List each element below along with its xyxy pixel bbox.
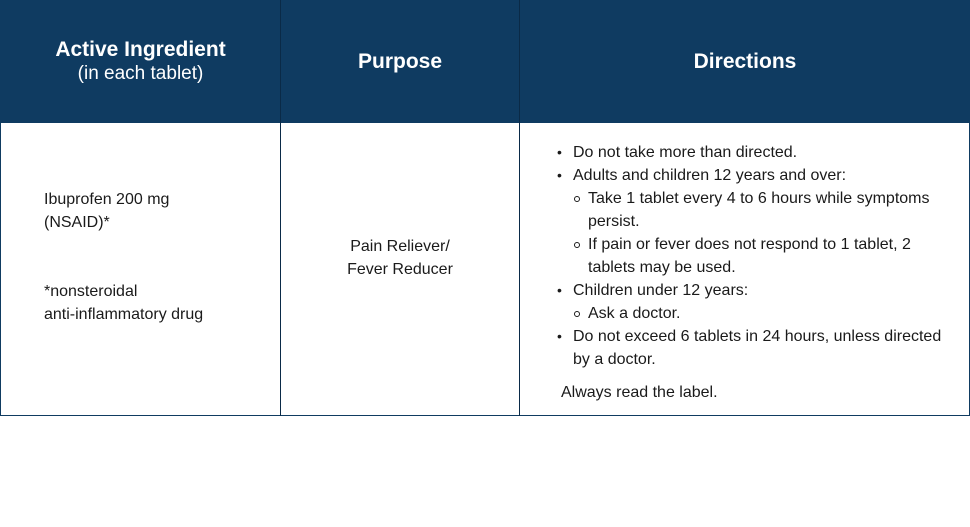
list-item: • Children under 12 years: Ask a doctor. (556, 279, 961, 325)
purpose-heading: Purpose (357, 49, 443, 73)
list-item: • Adults and children 12 years and over: Take 1 tablet every 4 to 6 hours while symptoms persist. If pain or fever does not respond to 1 tablet, 2 tablets may be used. (556, 164, 961, 279)
sub-list-item: Take 1 tablet every 4 to 6 hours while symptoms persist. (573, 187, 961, 233)
purpose-cell (281, 235, 519, 527)
table-header (1, 0, 970, 123)
label-note: Always read the label. (561, 384, 718, 401)
column-divider (519, 0, 520, 416)
directions-cell (556, 141, 961, 433)
ingredient-footnote: anti-inflammatory drug (44, 306, 204, 323)
purpose-text: Fever Reducer (347, 261, 453, 278)
directions-heading: Directions (693, 49, 797, 73)
directions-list (556, 141, 961, 371)
list-item: • Do not exceed 6 tablets in 24 hours, unless directed by a doctor. (556, 325, 961, 371)
active-ingredient-subheading: (in each tablet) (77, 63, 204, 84)
sub-list (573, 187, 961, 279)
purpose-text: Pain Reliever/ (350, 238, 450, 255)
header-purpose (281, 0, 519, 123)
header-directions (520, 0, 970, 123)
ingredient-name: Ibuprofen 200 mg (44, 191, 170, 208)
list-item: • Do not take more than directed. (556, 141, 961, 164)
sub-list-item: Ask a doctor. (573, 302, 961, 325)
sub-list (573, 302, 961, 325)
active-ingredient-heading: Active Ingredient (55, 38, 226, 61)
ingredient-cell (44, 188, 274, 480)
header-active-ingredient (1, 0, 280, 123)
sub-list-item: If pain or fever does not respond to 1 tablet, 2 tablets may be used. (573, 233, 961, 279)
ingredient-class: (NSAID)* (44, 214, 110, 231)
ingredient-footnote: *nonsteroidal (44, 283, 138, 300)
